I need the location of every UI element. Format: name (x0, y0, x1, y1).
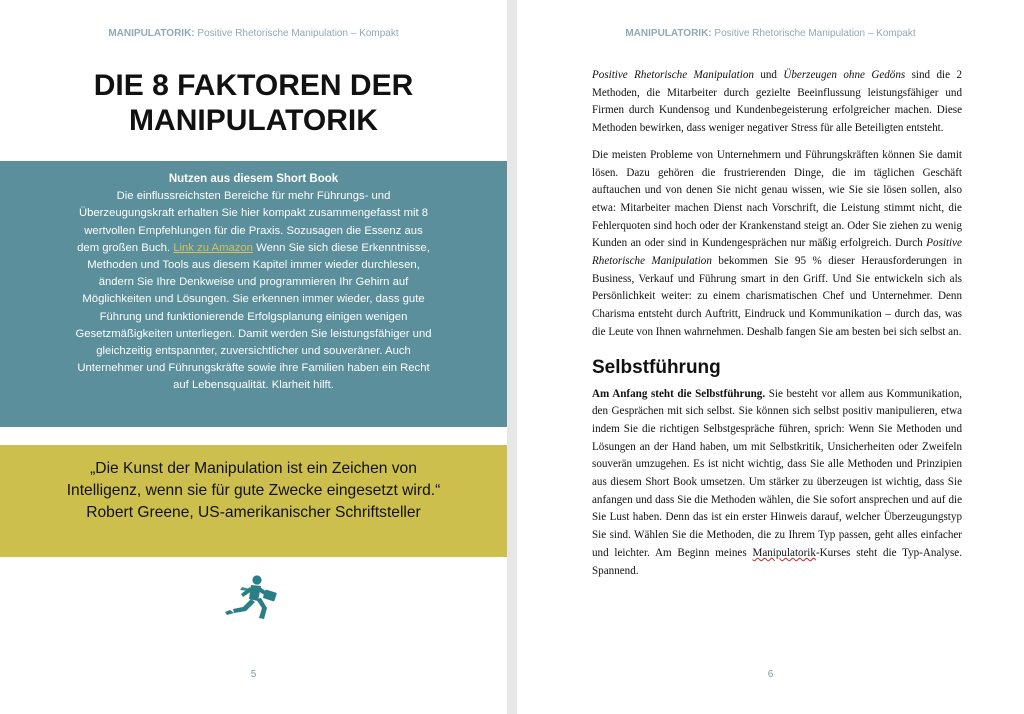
summary-text-part-2: Wenn Sie sich diese Erkenntnisse, Methoden und Tools aus diesem Kapitel immer wieder durchlesen, ändern Sie Ihre Denkweise und programmieren Ihr Gehirn auf Möglichkeiten und Lösungen. Sie erkennen immer wieder, dass gute Führung und funktionierende Erfolgsplanung einigen wenigen Gesetzmäßigkeiten unterliegen. Damit werden Sie leistungsfähiger und gleichzeitig entspannter, zuversichtlicher und souveräner. Auch Unternehmer und Führungskräfte sowie ihre Familien haben ein Recht auf Lebensqualität. Klarheit hilft. (75, 241, 432, 392)
chapter-title-line-2: MANIPULATORIK (129, 104, 378, 137)
paragraph-3: Am Anfang steht die Selbstführung. Sie besteht vor allem aus Kommunikation, den Gesprächen mit sich selbst. Sie können sich selbst positiv manipulieren, etwa indem Sie die richtigen Selbstgespräche führen, sprich: Wenn Sie Methoden und Lösungen an der Hand haben, um mit Selbstkritik, Unsicherheiten oder Zweifeln souverän umzugehen. Es ist nicht wichtig, dass Sie alle Methoden und Prinzipien aus diesem Short Book umsetzen. Um stärker zu überzeugen ist wichtig, dass Sie anfangen und dass Sie die Methoden wählen, die Sie sofort ansprechen und auf die Sie Lust haben. Denn das ist ein erster Hinweis darauf, welcher Überzeugungstyp Sie sind. Wählen Sie die Methoden, die zu Ihrem Typ passen, geht alles einfacher und leichter. Am Beginn meines Manipulatorik-Kurses steht die Typ-Analyse. Spannend. (592, 387, 963, 577)
paragraph-1: Positive Rhetorische Manipulation und Überzeugen ohne Gedöns sind die 2 Methoden, die Mitarbeiter durch gezielte Beeinflussung leistungsfähiger und Firmen durch Kundensog und Kundenbegeisterung erfolgreicher machen. Diese Methoden bewirken, dass weniger negativer Stress für alle Beteiligten entsteht. (592, 69, 962, 135)
spellcheck-marked-word[interactable]: Manipulatorik (752, 546, 816, 559)
right-page (517, 0, 1024, 714)
running-head-right: MANIPULATORIK: Positive Rhetorische Manipulation – Kompakt (625, 28, 916, 39)
running-head-left: MANIPULATORIK: Positive Rhetorische Manipulation – Kompakt (108, 28, 399, 39)
quote-box (0, 445, 507, 557)
chapter-title (0, 68, 507, 138)
quote-text: „Die Kunst der Manipulation ist ein Zeichen von Intelligenz, wenn sie für gute Zwecke eingesetzt wird.“ Robert Greene, US-amerikanischer Schriftsteller (66, 460, 441, 521)
summary-box-heading: Nutzen aus diesem Short Book (168, 173, 339, 185)
page-number-right: 6 (767, 669, 774, 680)
paragraph-2: Die meisten Probleme von Unternehmern und Führungskräften können Sie damit lösen. Dazu gehören die frustrierenden Dinge, die im täglichen Geschäft auftauchen und von denen Sie nicht genau wissen, wie Sie sie lösen sollen, also etwa: Mitarbeiter machen Dienst nach Vorschrift, die Leistung stimmt nicht, die Fehlerquoten sind hoch oder der Krankenstand steigt an. Oder Sie ziehen zu wenig Kunden an oder sind in Kundengesprächen nur mäßig erfolgreich. Durch Positive Rhetorische Manipulation bekommen Sie 95 % dieser Herausforderungen in Business, Verkauf und Führung smart in den Griff. Und Sie entwickeln sich als Persönlichkeit weiter: zu einem charismatischen Chef und Unternehmer. Denn Charisma entsteht durch Auftritt, Eindruck und Kommunikation – durch das, was die Leute von Ihnen wahrnehmen. Deshalb fangen Sie am besten bei sich selbst an. (592, 148, 962, 338)
section-heading: Selbstführung (592, 356, 721, 378)
body-text (592, 67, 962, 589)
left-page (0, 0, 507, 714)
summary-text-part-1: Die einflussreichsten Bereiche für mehr Führungs- und Überzeugungskraft erhalten Sie hier kompakt zusammengefasst mit 8 wertvollen Empfehlungen für die Praxis. Sozusagen die Essenz aus dem großen Buch. (77, 190, 429, 254)
running-businessman-icon (221, 574, 283, 620)
amazon-link[interactable]: Link zu Amazon (173, 241, 253, 254)
page-number-left: 5 (250, 669, 257, 680)
summary-box (0, 161, 507, 427)
chapter-title-line-1: DIE 8 FAKTOREN DER (93, 69, 414, 102)
